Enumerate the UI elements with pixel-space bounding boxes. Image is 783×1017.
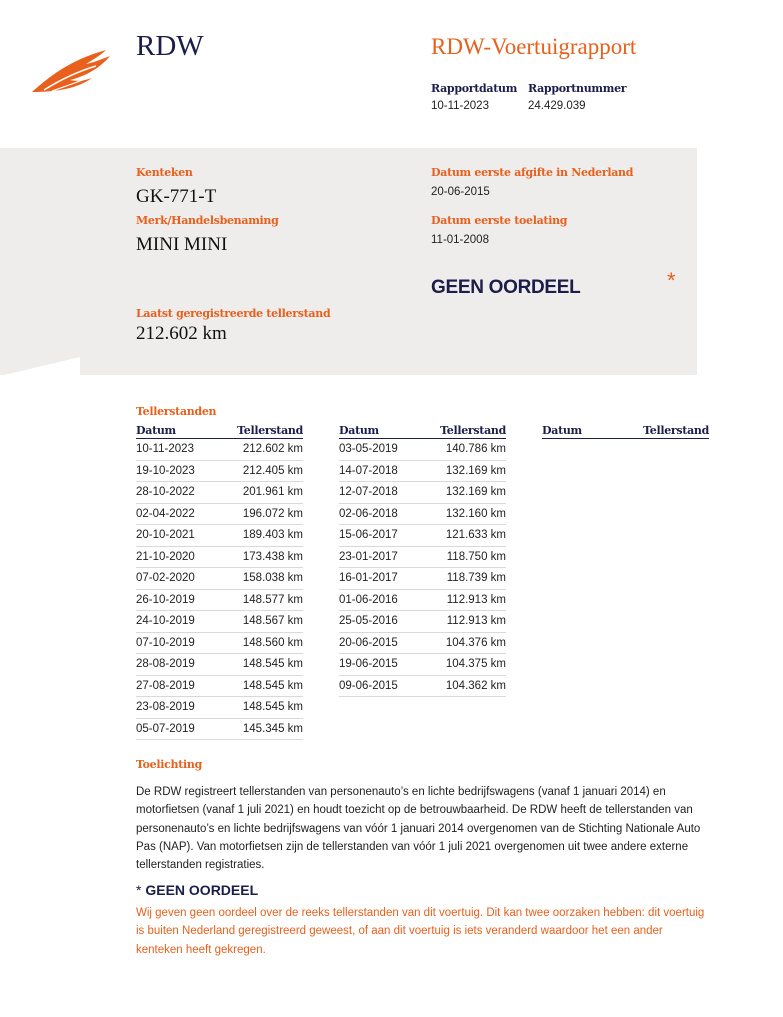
- merk-label: Merk/Handelsbenaming: [136, 214, 279, 227]
- brand-name: RDW: [136, 30, 204, 62]
- afgifte-value: 20-06-2015: [431, 186, 490, 198]
- datum-cell: 14-07-2018: [339, 464, 398, 477]
- table-row: [136, 482, 303, 504]
- datum-header: Datum: [542, 424, 582, 437]
- datum-cell: 28-10-2022: [136, 486, 195, 498]
- datum-cell: 02-04-2022: [136, 507, 195, 520]
- datum-cell: 07-10-2019: [136, 636, 195, 649]
- table-row: [136, 611, 303, 633]
- column-header: [542, 424, 709, 439]
- tellerstanden-column-2: [339, 424, 506, 697]
- datum-cell: 10-11-2023: [136, 443, 194, 455]
- tellerstand-header: Tellerstand: [237, 424, 303, 437]
- kenteken-label: Kenteken: [136, 166, 193, 179]
- tellerstanden-column-3: [542, 424, 709, 439]
- table-row: [136, 439, 303, 461]
- report-title: RDW-Voertuigrapport: [431, 34, 637, 59]
- tellerstand-cell: 132.169 km: [445, 464, 506, 477]
- tellerstand-cell: 158.038 km: [242, 572, 303, 584]
- rapportdatum-value: 10-11-2023: [431, 100, 489, 112]
- tellerstand-cell: 148.567 km: [242, 615, 303, 627]
- datum-cell: 25-05-2016: [339, 615, 398, 627]
- datum-cell: 26-10-2019: [136, 593, 195, 606]
- table-row: [136, 504, 303, 526]
- tellerstand-cell: 112.913 km: [446, 615, 506, 627]
- table-row: [339, 439, 506, 461]
- tellerstand-cell: 196.072 km: [242, 507, 303, 520]
- datum-cell: 01-06-2016: [339, 593, 398, 606]
- tellerstand-cell: 212.405 km: [242, 464, 303, 477]
- tellerstand-cell: 189.403 km: [242, 529, 303, 541]
- tellerstand-cell: 132.160 km: [445, 507, 506, 520]
- column-header: [339, 424, 506, 439]
- tellerstand-cell: 132.169 km: [445, 486, 506, 498]
- datum-cell: 20-10-2021: [136, 529, 195, 541]
- datum-cell: 16-01-2017: [339, 572, 398, 584]
- table-row: [136, 590, 303, 612]
- table-row: [136, 697, 303, 719]
- afgifte-label: Datum eerste afgifte in Nederland: [431, 166, 634, 179]
- rapportnummer-value: 24.429.039: [528, 100, 586, 112]
- toelating-value: 11-01-2008: [431, 234, 489, 246]
- datum-cell: 19-10-2023: [136, 464, 195, 477]
- rapportnummer-label: Rapportnummer: [528, 82, 627, 95]
- datum-cell: 02-06-2018: [339, 507, 398, 520]
- toelichting-heading: Toelichting: [136, 758, 202, 771]
- column-header: [136, 424, 303, 439]
- datum-cell: 27-08-2019: [136, 679, 195, 692]
- datum-cell: 23-01-2017: [339, 550, 398, 563]
- tellerstand-cell: 148.560 km: [242, 636, 303, 649]
- tellerstand-cell: 148.545 km: [242, 658, 303, 670]
- table-row: [136, 568, 303, 590]
- tellerstand-cell: 140.786 km: [445, 443, 506, 455]
- tellerstand-cell: 104.376 km: [445, 636, 506, 649]
- datum-cell: 28-08-2019: [136, 658, 195, 670]
- footnote-star: *: [136, 882, 142, 898]
- table-row: [339, 568, 506, 590]
- tellerstand-cell: 173.438 km: [242, 550, 303, 563]
- table-row: [339, 611, 506, 633]
- tellerstand-cell: 212.602 km: [242, 443, 303, 455]
- oordeel-status: GEEN OORDEEL: [431, 277, 581, 298]
- table-row: [136, 633, 303, 655]
- table-row: [136, 654, 303, 676]
- tellerstanden-column-1: [136, 424, 303, 740]
- kenteken-value: GK-771-T: [136, 186, 217, 207]
- geen-oordeel-text: Wij geven geen oordeel over de reeks tellerstanden van dit voertuig. Dit kan twee oorzaken hebben: dit voertuig is buiten Nederland geregistreerd geweest, of aan dit voertuig is iets veranderd waardoor het een ander kenteken heeft gekregen.: [136, 907, 705, 956]
- merk-value: MINI MINI: [136, 234, 228, 255]
- toelichting-text: De RDW registreert tellerstanden van personenauto’s en lichte bedrijfswagens (vanaf 1 januari 2014) en motorfietsen (vanaf 1 juli 2021) en houdt toezicht op de betrouwbaarheid. De RDW heeft de tellerstanden van personenauto’s en lichte bedrijfswagens van vóór 1 januari 2014 overgenomen van de Stichting Nationale Auto Pas (NAP). Van motorfietsen zijn de tellerstanden van vóór 1 juli 2021 overgenomen uit twee andere externe tellerstanden registraties.: [136, 786, 701, 872]
- datum-header: Datum: [136, 424, 176, 437]
- laatst-label: Laatst geregistreerde tellerstand: [136, 307, 331, 320]
- table-row: [136, 547, 303, 569]
- tellerstand-cell: 201.961 km: [242, 486, 303, 498]
- table-row: [136, 525, 303, 547]
- datum-cell: 21-10-2020: [136, 550, 195, 563]
- table-row: [339, 654, 506, 676]
- table-row: [339, 633, 506, 655]
- laatst-value: 212.602 km: [136, 323, 227, 344]
- table-row: [339, 676, 506, 698]
- footnote-star: *: [667, 268, 676, 293]
- table-row: [339, 482, 506, 504]
- toelating-label: Datum eerste toelating: [431, 214, 568, 227]
- tellerstand-cell: 121.633 km: [445, 529, 506, 541]
- table-row: [339, 504, 506, 526]
- datum-cell: 07-02-2020: [136, 572, 195, 584]
- table-row: [136, 719, 303, 741]
- rapportdatum-label: Rapportdatum: [431, 82, 518, 95]
- datum-cell: 19-06-2015: [339, 658, 398, 670]
- table-row: [339, 590, 506, 612]
- tellerstand-cell: 145.345 km: [242, 722, 303, 735]
- datum-cell: 03-05-2019: [339, 443, 398, 455]
- datum-header: Datum: [339, 424, 379, 437]
- tellerstand-cell: 148.545 km: [242, 679, 303, 692]
- datum-cell: 05-07-2019: [136, 722, 195, 735]
- tellerstand-cell: 104.375 km: [445, 658, 506, 670]
- datum-cell: 24-10-2019: [136, 615, 195, 627]
- tellerstand-cell: 104.362 km: [445, 679, 506, 692]
- table-row: [339, 547, 506, 569]
- datum-cell: 09-06-2015: [339, 679, 398, 692]
- tellerstand-header: Tellerstand: [440, 424, 506, 437]
- tellerstand-cell: 112.913 km: [446, 593, 506, 606]
- table-row: [339, 461, 506, 483]
- datum-cell: 12-07-2018: [339, 486, 398, 498]
- geen-oordeel-heading: [136, 882, 258, 898]
- datum-cell: 15-06-2017: [339, 529, 398, 541]
- tellerstand-header: Tellerstand: [643, 424, 709, 437]
- tellerstand-cell: 148.545 km: [242, 701, 303, 713]
- datum-cell: 20-06-2015: [339, 636, 398, 649]
- tellerstand-cell: 148.577 km: [242, 593, 303, 606]
- geen-oordeel-title: GEEN OORDEEL: [145, 882, 259, 898]
- datum-cell: 23-08-2019: [136, 701, 195, 713]
- tellerstand-cell: 118.739 km: [446, 572, 506, 584]
- vehicle-info-panel: [0, 148, 697, 375]
- table-row: [339, 525, 506, 547]
- tellerstand-cell: 118.750 km: [446, 550, 506, 563]
- tellerstanden-heading: Tellerstanden: [136, 405, 217, 418]
- rdw-logo-icon: [30, 46, 120, 96]
- table-row: [136, 676, 303, 698]
- table-row: [136, 461, 303, 483]
